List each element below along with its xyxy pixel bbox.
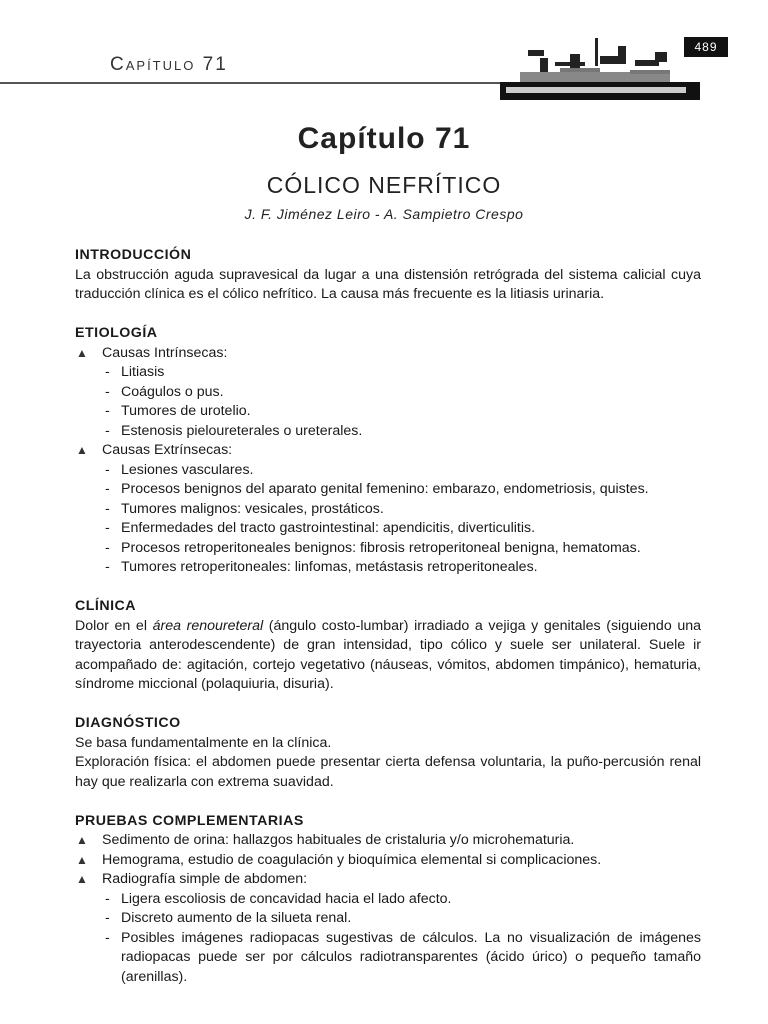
- section-heading: CLÍNICA: [75, 598, 137, 614]
- list-item: ▲ Causas Extrínsecas:: [75, 441, 701, 461]
- triangle-bullet-icon: ▲: [76, 345, 88, 360]
- list-item: - Ligera escoliosis de concavidad hacia el lado afecto.: [105, 890, 452, 907]
- section-heading: PRUEBAS COMPLEMENTARIAS: [75, 812, 304, 829]
- list-item: ▲ Radiografía simple de abdomen:: [75, 870, 701, 890]
- list-item: - Tumores retroperitoneales: linfomas, metástasis retroperitoneales.: [105, 559, 538, 575]
- page-number: 489: [684, 37, 728, 57]
- header-rule: [0, 82, 520, 84]
- paragraph: La obstrucción aguda supravesical da lugar a una distensión retrógrada del sistema calicial cuya traducción clínica es el cólico nefrítico. La causa más frecuente es la litiasis urinaria.: [75, 266, 701, 302]
- triangle-bullet-icon: ▲: [76, 443, 88, 457]
- list-item: - Estenosis pieloureterales o ureterales.: [105, 422, 363, 439]
- section-diagnostico: [75, 714, 701, 792]
- section-pruebas: [75, 812, 701, 988]
- paragraph: Exploración física: el abdomen puede presentar cierta defensa voluntaria, la puño-percusión renal hay que realizarla con extrema suavidad.: [75, 754, 701, 790]
- chapter-title: Capítulo 71: [297, 122, 471, 155]
- section-heading: DIAGNÓSTICO: [75, 715, 181, 731]
- list-item: - Procesos benignos del aparato genital femenino: embarazo, endometriosis, quistes.: [105, 481, 649, 497]
- list-item: - Lesiones vasculares.: [105, 461, 254, 478]
- list-item: ▲ Hemograma, estudio de coagulación y bioquímica elemental si complicaciones.: [75, 851, 701, 871]
- list-item: - Discreto aumento de la silueta renal.: [105, 910, 352, 926]
- list-item: - Posibles imágenes radiopacas sugestivas de cálculos. La no visualización de imágenes radiopacas puede ser por cálculos radiotransparentes (ácido úrico) o pequeño tamaño (arenillas).: [105, 929, 701, 985]
- list-item: ▲ Sedimento de orina: hallazgos habituales de cristaluria y/o microhematuria.: [75, 831, 701, 851]
- section-clinica: [75, 597, 701, 695]
- paragraph: Se basa fundamentalmente en la clínica.: [75, 734, 332, 751]
- list-item: - Tumores de urotelio.: [105, 403, 251, 419]
- section-heading: INTRODUCCIÓN: [75, 247, 192, 263]
- list-item: ▲ Causas Intrínsecas:: [75, 344, 701, 364]
- triangle-bullet-icon: ▲: [76, 833, 88, 847]
- list-item: - Tumores malignos: vesicales, prostáticos.: [105, 500, 384, 517]
- authors: J. F. Jiménez Leiro - A. Sampietro Crespo: [244, 206, 524, 222]
- italic-term: área renoureteral: [152, 617, 264, 634]
- section-introduccion: [75, 246, 701, 305]
- section-etiologia: [75, 324, 701, 578]
- list-item: - Procesos retroperitoneales benignos: fibrosis retroperitoneal benigna, hematomas.: [105, 539, 641, 556]
- chapter-subtitle: CÓLICO NEFRÍTICO: [266, 172, 502, 198]
- paragraph: Dolor en el área renoureteral (ángulo costo-lumbar) irradiado a vejiga y genitales (siguiendo una trayectoria anterodescendente) de gran intensidad, tipo cólico y suele ser unilateral. Suele ir acompañado de: agitación, cortejo vegetativo (náuseas, vómitos, abdomen timpánico), hematuria, síndrome miccional (polaquiuria, disuria).: [75, 617, 702, 692]
- section-heading: ETIOLOGÍA: [75, 325, 158, 341]
- list-item: - Enfermedades del tracto gastrointestinal: apendicitis, diverticulitis.: [105, 520, 536, 536]
- list-item: - Coágulos o pus.: [105, 383, 224, 400]
- triangle-bullet-icon: ▲: [76, 872, 88, 886]
- publisher-logo-icon: [500, 32, 710, 102]
- list-item: - Litiasis: [105, 364, 165, 380]
- running-head: Capítulo 71: [110, 54, 228, 75]
- body-text: [75, 246, 701, 1007]
- triangle-bullet-icon: ▲: [76, 852, 88, 867]
